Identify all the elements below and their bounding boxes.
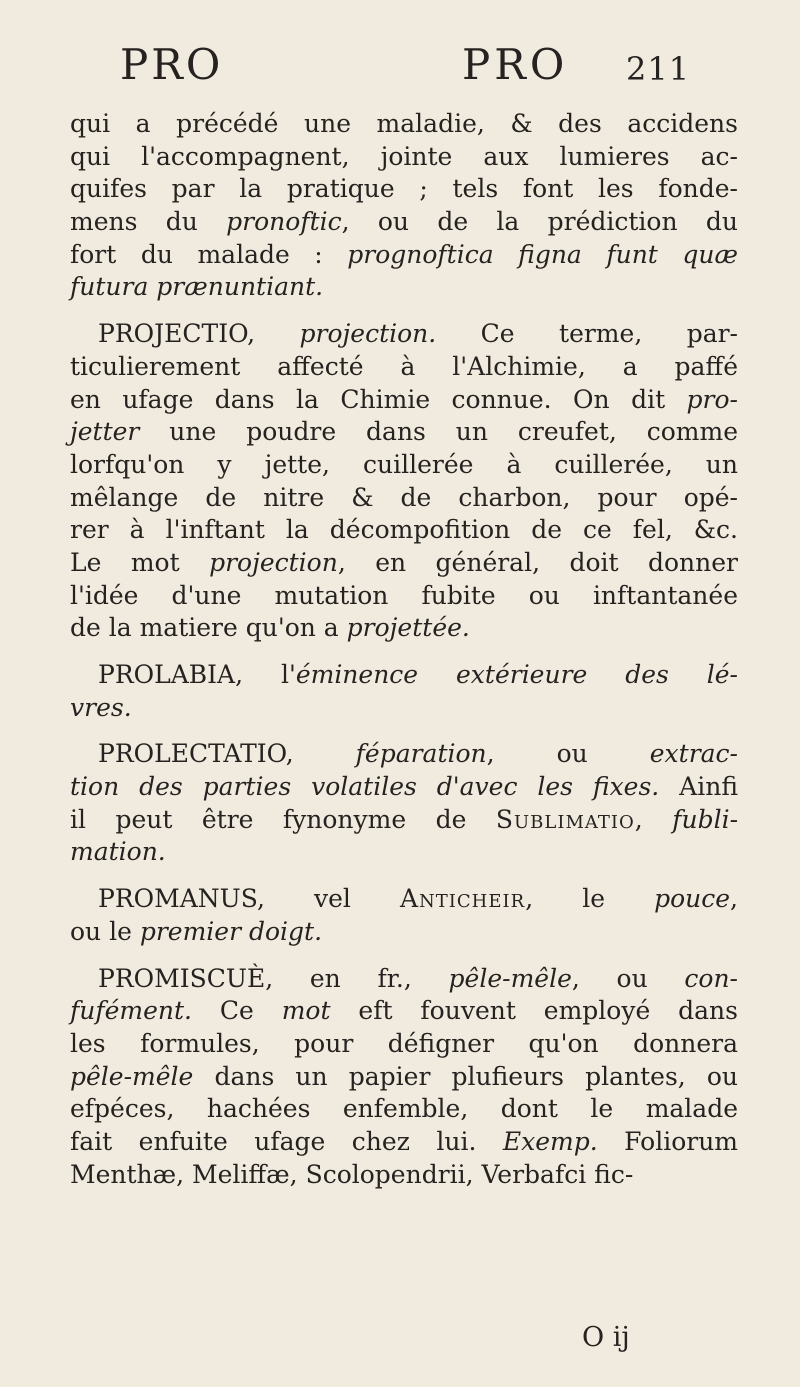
italic-run: pêle-mêle xyxy=(70,1061,194,1091)
text-line: fort du malade : prognoftica figna funt quæ xyxy=(70,239,738,269)
text-line: PROJECTIO, projection. Ce terme, par- xyxy=(98,319,739,349)
italic-run: jetter xyxy=(70,417,140,447)
italic-run: fubli- xyxy=(672,804,739,834)
paragraph-p0 xyxy=(70,108,738,304)
italic-run: con- xyxy=(684,963,738,993)
paragraph-gap xyxy=(70,724,738,738)
text-line: qui l'accompagnent, jointe aux lumieres ac- xyxy=(70,141,738,171)
text-line: fait enfuite ufage chez lui. Exemp. Foliorum xyxy=(70,1126,739,1156)
text-line: PROMANUS, vel Anticheir, le pouce, xyxy=(98,884,738,914)
text-line: il peut être fynonyme de Sublimatio, fubli- xyxy=(70,804,739,834)
text-line: Menthæ, Meliffæ, Scolopendrii, Verbafci fic- xyxy=(70,1159,634,1189)
text-line: lorfqu'on y jette, cuillerée à cuillerée, un xyxy=(70,449,738,479)
page-number: 211 xyxy=(626,50,691,88)
text-line: qui a précédé une maladie, & des accidens xyxy=(70,109,738,138)
text-line: PROLECTATIO, féparation, ou extrac- xyxy=(98,739,738,769)
paragraph-prolabia xyxy=(70,659,738,724)
italic-run: extrac- xyxy=(649,739,738,769)
text-line: de la matiere qu'on a projettée. xyxy=(70,613,470,643)
small-caps-run: Sublimatio xyxy=(495,804,635,834)
italic-run: pouce xyxy=(654,884,731,914)
text-line: efpéces, hachées enfemble, dont le malade xyxy=(70,1094,738,1124)
text-line: mens du pronoftic, ou de la prédiction du xyxy=(70,207,738,237)
text-line: l'idée d'une mutation fubite ou inftantanée xyxy=(70,580,738,610)
text-line: mêlange de nitre & de charbon, pour opé- xyxy=(70,482,738,512)
small-caps-run: Anticheir xyxy=(399,884,526,914)
text-line: pêle-mêle dans un papier plufieurs plantes, ou xyxy=(70,1061,738,1091)
italic-run: féparation xyxy=(355,739,487,769)
paragraph-prolectatio xyxy=(70,738,738,869)
paragraph-gap xyxy=(70,645,738,659)
paragraph-gap xyxy=(70,304,738,318)
header-right-word: PRO xyxy=(462,40,569,89)
text-line: jetter une poudre dans un creufet, comme xyxy=(70,417,738,447)
paragraph-promiscue xyxy=(70,963,738,1192)
text-line: quifes par la pratique ; tels font les fonde- xyxy=(70,174,738,204)
text-line: ticulierement affecté à l'Alchimie, a paffé xyxy=(70,351,738,381)
body-text xyxy=(70,108,738,1191)
text-line: en ufage dans la Chimie connue. On dit pro- xyxy=(70,384,738,414)
paragraph-gap xyxy=(70,949,738,963)
header-left-word: PRO xyxy=(120,40,224,89)
italic-run: tion des parties volatiles d'avec les fixes. xyxy=(70,772,660,802)
italic-run: prognoftica figna funt quæ xyxy=(347,239,738,269)
signature-mark: O ij xyxy=(582,1322,630,1353)
italic-run: projettée. xyxy=(346,613,470,643)
text-line xyxy=(70,271,738,304)
italic-run: fufément. xyxy=(70,996,192,1026)
running-header xyxy=(0,40,800,100)
italic-run: pro- xyxy=(686,384,738,414)
text-line: rer à l'inftant la décompofition de ce fel, &c. xyxy=(70,515,738,545)
italic-run: Exemp. xyxy=(502,1126,598,1156)
paragraph-gap xyxy=(70,869,738,883)
paragraph-projectio xyxy=(70,318,738,645)
italic-run: premier doigt. xyxy=(139,916,323,946)
text-line: fufément. Ce mot eft fouvent employé dans xyxy=(70,996,738,1026)
italic-run: futura prænuntiant. xyxy=(70,272,324,302)
paragraph-promanus xyxy=(70,883,738,948)
italic-run: éminence extérieure des lé- xyxy=(295,660,738,689)
text-line: PROMISCUÈ, en fr., pêle-mêle, ou con- xyxy=(98,963,738,993)
text-line: les formules, pour défigner qu'on donnera xyxy=(70,1028,738,1058)
text-line: tion des parties volatiles d'avec les fixes. Ainfi xyxy=(70,772,738,802)
italic-run: pronoftic xyxy=(226,207,342,237)
italic-run: vres. xyxy=(70,692,132,722)
text-line xyxy=(70,692,738,725)
italic-run: projection. xyxy=(299,319,437,349)
text-line xyxy=(70,836,738,869)
italic-run: projection xyxy=(209,547,338,577)
text-line: PROLABIA, l'éminence extérieure des lé- xyxy=(98,660,738,689)
text-line: Le mot projection, en général, doit donner xyxy=(70,547,738,577)
italic-run: mation. xyxy=(70,837,166,867)
italic-run: mot xyxy=(281,996,331,1026)
italic-run: pêle-mêle xyxy=(448,963,572,993)
text-line: ou le premier doigt. xyxy=(70,916,323,946)
